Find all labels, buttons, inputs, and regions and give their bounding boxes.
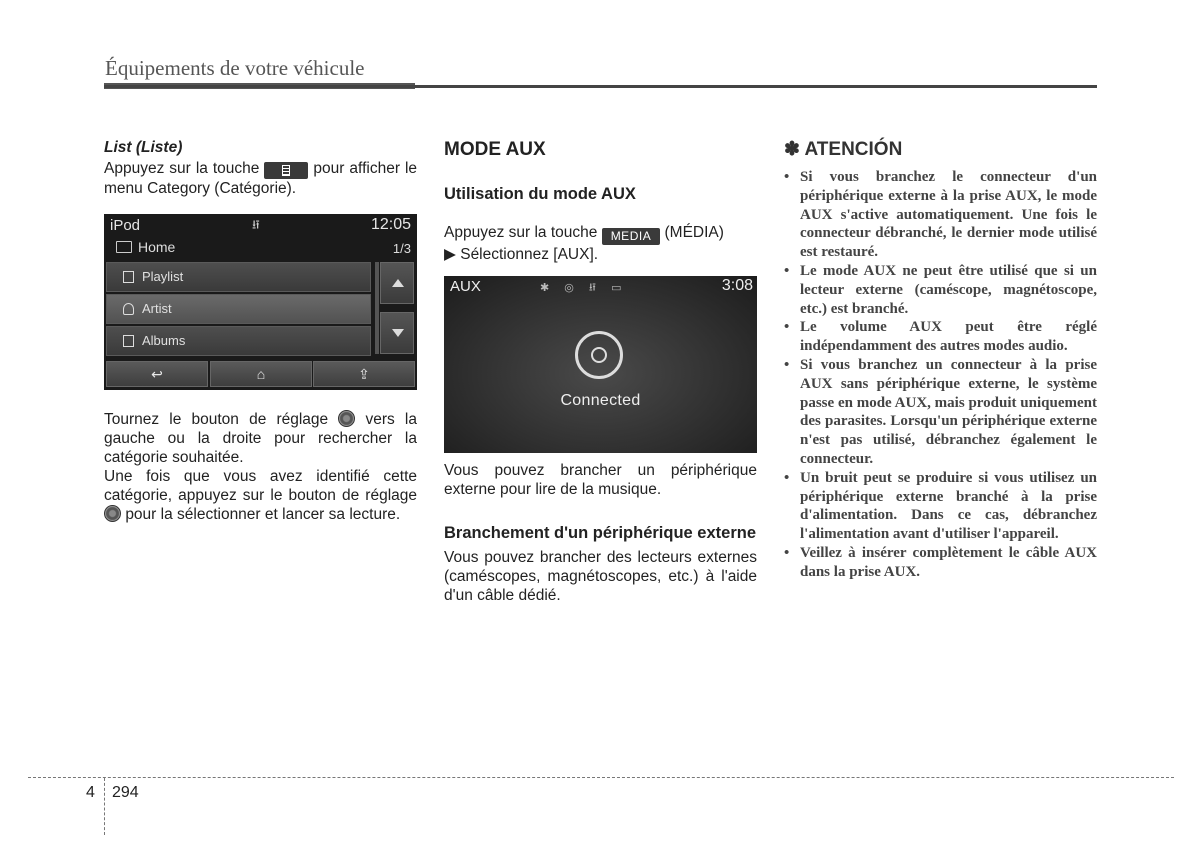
column-middle [444, 138, 757, 605]
ipod-bottom-bar [106, 361, 415, 387]
ipod-item-label: Albums [142, 333, 186, 348]
ipod-home-label: Home [138, 239, 176, 255]
select-aux-step: ▶ Sélectionnez [AUX]. [444, 246, 599, 263]
attention-item: • Le mode AUX ne peut être utilisé que si un lecteur externe (caméscope, magnétoscope, etc.) est branché. [784, 262, 1097, 318]
ipod-scroll-down-button [380, 312, 414, 354]
page-number: 294 [112, 784, 139, 801]
aux-status-label: Connected [560, 392, 641, 409]
ipod-item-playlist [106, 262, 371, 292]
aux-title: AUX [450, 278, 481, 295]
column-right [784, 138, 1097, 582]
connection-description: Vous pouvez brancher des lecteurs externes (caméscopes, magnétoscopes, etc.) à l'aide d'un câble dédié. [444, 549, 757, 604]
tune-paragraph-text-b: vers la gauche ou la droite pour rechercher la catégorie souhaitée. [104, 411, 417, 466]
page-header-title: Équipements de votre véhicule [105, 56, 365, 80]
ipod-item-label: Artist [142, 301, 172, 316]
status-icons: ✱ ◎ ⭿ ▭ [540, 282, 628, 294]
footer-vertical-divider [104, 778, 105, 835]
media-paragraph [444, 223, 757, 264]
back-icon: ↩ [106, 361, 208, 387]
attention-heading: ✽ ATENCIÓN [784, 139, 903, 160]
attention-list [784, 168, 1097, 582]
ipod-item-label: Playlist [142, 269, 184, 284]
attention-item: • Si vous branchez un connecteur à la prise AUX sans périphérique externe, le système passe en mode AUX, mais produit uniquement des parasites. Lorsqu'un périphérique externe n'est pas utilisé, débranchez également le connecteur. [784, 356, 1097, 469]
subsection-title-usage: Utilisation du mode AUX [444, 185, 636, 203]
section-title: MODE AUX [444, 139, 546, 160]
aux-time: 3:08 [721, 277, 753, 294]
media-button-label: MEDIA [602, 228, 661, 245]
select-paragraph [104, 467, 417, 524]
select-paragraph-text-b: pour la sélectionner et lancer sa lecture. [125, 506, 401, 523]
aux-description: Vous pouvez brancher un périphérique externe pour lire de la musique. [444, 462, 757, 498]
ipod-page-count: 1/3 [392, 241, 411, 256]
list-heading: List (Liste) [104, 139, 183, 156]
media-paragraph-text-a: Appuyez sur la touche [444, 224, 598, 241]
ipod-scrollbar [375, 262, 379, 354]
media-paragraph-text-b: (MÉDIA) [664, 224, 724, 241]
subsection-title-connection: Branchement d'un périphérique externe [444, 524, 756, 542]
attention-item: • Si vous branchez le connecteur d'un périphérique externe à la prise AUX, le mode AUX s'active automatiquement. Une fois le connecteur débranché, le dernier mode utilisé est restauré. [784, 168, 1097, 262]
ipod-item-albums [106, 326, 371, 356]
ipod-screen-image [104, 214, 417, 390]
tune-knob-icon [104, 505, 121, 522]
chapter-number: 4 [86, 784, 95, 801]
aux-disc-icon [575, 331, 623, 379]
attention-item: • Veillez à insérer complètement le câble AUX dans la prise AUX. [784, 544, 1097, 582]
ipod-time: 12:05 [370, 216, 411, 233]
folder-icon [116, 241, 132, 253]
list-button-icon [264, 162, 308, 179]
ipod-title: iPod [110, 217, 141, 234]
album-icon [123, 335, 134, 347]
upload-icon: ⇪ [313, 361, 415, 387]
playlist-icon [123, 271, 134, 283]
artist-icon [123, 303, 134, 315]
ipod-topbar [104, 214, 417, 234]
attention-item: • Un bruit peut se produire si vous utilisez un périphérique externe branché à la prise d'alimentation. Dans ce cas, débranchez l'alimentation avant d'utiliser l'appareil. [784, 469, 1097, 544]
tune-paragraph [104, 410, 417, 467]
select-paragraph-text-a: Une fois que vous avez identifié cette catégorie, appuyez sur le bouton de réglage [104, 468, 417, 504]
attention-item: • Le volume AUX peut être réglé indépendamment des autres modes audio. [784, 318, 1097, 356]
ipod-scroll-up-button [380, 262, 414, 304]
column-left [104, 138, 417, 524]
ipod-home-row [116, 238, 175, 257]
list-paragraph-text-b: pour afficher le menu Category (Catégorie). [104, 160, 418, 197]
aux-screen-image [444, 276, 757, 453]
tune-knob-icon [338, 410, 355, 427]
tune-paragraph-text-a: Tournez le bouton de réglage [104, 411, 329, 428]
list-paragraph [104, 159, 417, 198]
usb-icon: ⭿ [252, 218, 260, 232]
header-rule [104, 85, 1097, 88]
ipod-item-artist [106, 294, 371, 324]
footer-divider [28, 777, 1174, 778]
list-paragraph-text-a: Appuyez sur la touche [104, 160, 260, 177]
home-icon: ⌂ [210, 361, 312, 387]
